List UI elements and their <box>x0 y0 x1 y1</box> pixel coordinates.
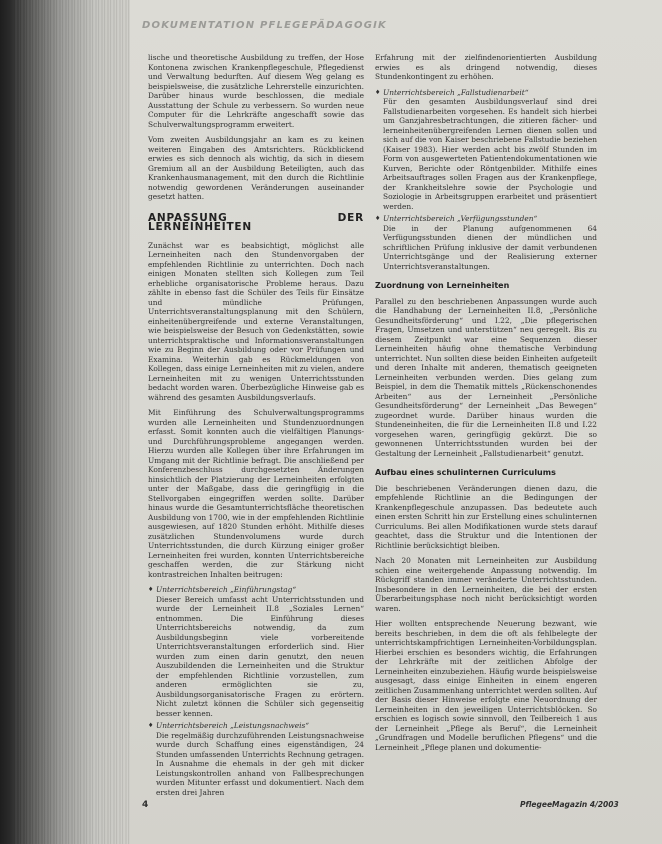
bullet-item <box>375 214 597 271</box>
left-paragraph-3: Zunächst war es beabsichtigt, möglichst alle Lerneinheiten nach den Stundenvorgaben der empfehlenden Richtlinie zu unterrichten. Doch nach einigen Monaten stellten sich Kollegen zum Teil erhebliche organisatorische Probleme heraus. Dazu zählte in ebenso fast die Schüler des Teils für Einsätze und mündliche Prüfungen, Unterrichtsveranstaltungsplanung mit den Schülern, einheitenübergreifende und externe Veranstaltungen, wie beispielsweise der Besuch von Gedenkstätten, sowie unterrichtspraktische und Informationsveranstaltungen wie zu Beginn der Ausbildung oder vor Prüfungen und Examina. Weiterhin gab es Rückmeldungen von Kollegen, dass einige Lerneinheiten mit zu vielen, andere Lerneinheiten mit zu wenigen Unterrichtsstunden bedacht worden waren. Überbezügliche Hinweise gab es während des gesamten Ausbildungsverlaufs. <box>148 240 364 402</box>
page-edges-binding <box>14 0 134 844</box>
bullet-title: ♦ Unterrichtsbereich „Fallstudienarbeit“ <box>383 87 529 97</box>
left-paragraph-1: lische und theoretische Ausbildung zu treffen, der Hose Kontonena zwischen Krankenpflegeschule, Pflegedienst und Verwaltung bedurften. Auf diesem Weg gelang es beispielsweise, die zusätzliche Lehrerstelle einzurichten. Darüber hinaus wurde beschlossen, die mediale Ausstattung der Schule zu verbessern. So wurden neue Computer für die Lehrkräfte angeschafft sowie das Schulverwaltungsprogramm erweitert. <box>148 53 364 129</box>
bullet-title: ♦ Unterrichtsbereich „Leistungsnachweis“ <box>156 721 310 730</box>
left-paragraph-2: Vom zweiten Ausbildungsjahr an kam es zu keinen weiteren Eingaben des Amtsrichters. Rückblickend erwies es sich dennoch als wichtig, da sich in diesem Gremium all an der Ausbildung Beteiligten, auch das Krankenhausmanagement, mit den durch die Richtlinie notwendig gewordenen Veränderungen auseinander gesetzt hatten. <box>148 135 364 201</box>
running-head: DOKUMENTATION PFLEGEPÄDAGOGIK <box>142 20 387 31</box>
bullet-item <box>148 585 364 718</box>
subheading-curriculum: Aufbau eines schulinternen Curriculums <box>375 468 556 477</box>
left-column <box>148 53 364 803</box>
bullet-text: Dieser Bereich umfasst acht Unterrichtsstunden und wurde der Lerneinheit II.8 „Soziales Lernen“ entnommen. Die Einführung dieses Unterrichtsbereichs notwendig, da zum Ausbildungsbeginn viele vorbereitende Unterrichtsveranstaltungen erforderlich sind. Hier wurden zum einen darin genutzt, den neuen Auszubildenden die Lerneinheiten und die Struktur der empfehlenden Richtlinie vorzustellen, zum anderen ermöglichten sie zu, Ausbildungsorganisatorische Fragen zu erörtern. Nicht zuletzt können die Schüler sich gegenseitig besser kennen. <box>156 594 364 718</box>
bullet-text: Die regelmäßig durchzuführenden Leistungsnachweise wurde durch Schaffung eines eigenständigen, 24 Stunden umfassenden Unterrichts Rechnung getragen. In Ausnahme die ehemals in der geh mit dicker Leistungskontrollen anhand von Fallbesprechungen wurden Mitunter erfasst und dokumentiert. Nach dem ersten drei Jahren <box>156 730 364 797</box>
bullet-title: ♦ Unterrichtsbereich „Einführungstag“ <box>156 585 297 594</box>
right-paragraph-3: Die beschriebenen Veränderungen dienen dazu, die empfehlende Richtlinie an die Bedingungen der Krankenpflegeschule anzupassen. Das bedeutete auch einen ersten Schritt hin zur Erstellung eines schulinternen Curriculums. Bei allen Modifikationen wurde stets darauf geachtet, dass die Struktur und die Intentionen der Richtlinie berücksichtigt bleiben. <box>375 483 597 550</box>
right-paragraph-2: Parallel zu den beschriebenen Anpassungen wurde auch die Handhabung der Lerneinheiten II.8, „Persönliche Gesundheitsförderung“ und I.22, „Die pflegerischen Fragen, Umsetzen und unterstützen“ neu geregelt. Bis zu diesem Zeitpunkt war eine Sequenzen dieser Lerneinheiten häufig ohne thematische Verbindung unterrichtet. Nun sollten diese beiden Einheiten aufgeteilt und deren Inhalte mit anderen, thematisch geeigneten Lerneinheiten verbunden werden. Dies gelang zum Beispiel, in dem die Thematik mittels „Rückenschonendes Arbeiten“ aus der Lerneinheit „Persönliche Gesundheitsförderung“ der Lerneinheit „Das Bewegen“ zugeordnet wurde. Darüber hinaus wurden die Stundeneinheiten, die für die Lerneinheiten II.8 und I.22 vorgesehen waren, geringfügig gekürzt. Die so gewonnenen Unterrichtsstunden wurden bei der Gestaltung der Lerneinheit „Fallstudienarbeit“ genutzt. <box>375 296 597 458</box>
section-heading: ANPASSUNG DER LERNEINHEITEN <box>148 211 364 233</box>
subheading-zuordnung: Zuordnung von Lerneinheiten <box>375 281 510 290</box>
bullet-text: Die in der Planung aufgenommenen 64 Verfügungsstunden dienen der mündlichen und schriftlichen Prüfung inklusive der damit verbundenen Unterrichtsgänge und der Realisierung externer Unterrichtsveranstaltungen. <box>383 223 597 271</box>
right-paragraph-5: Hier wollten entsprechende Neuerung bezwant, wie bereits beschrieben, in dem die oft als fehlbelegte der unterrichtskampfrichtigen Lerneinheiten-Vorbildungsplan. Hierbei erschien es besonders wichtig, die Erfahrungen der Lehrkräfte mit der zeitlichen Abfolge der Lerneinheiten einzubeziehen. Häufig wurde beispielsweise ausgesagt, dass einige Einheiten in einem engeren zeitlichen Zusammenhang unterrichtet werden sollten. Auf der Basis dieser Hinweise erfolgte eine Neuordnung der Lerneinheiten in den jeweiligen Unterrichtsblöcken. So erschien es logisch sowie sinnvoll, den Teilbereich 1 aus der Lerneinheit „Pflege als Beruf“, die Lerneinheit „Grundfragen und Modelle beruflichen Pflegens“ und die Lerneinheit „Pflege planen und dokumentie- <box>375 619 597 752</box>
left-paragraph-4: Mit Einführung des Schulverwaltungsprogramms wurden alle Lerneinheiten und Stundenzuordnungen erfasst. Somit konnten auch die vielfältigen Planungs- und Durchführungsprobleme angegangen werden. Hierzu wurden alle Kollegen über ihre Erfahrungen im Umgang mit der Richtlinie befragt. Die anschließend per Konferenzbeschluss durchgesetzten Änderungen hinsichtlich der Platzierung der Lerneinheiten erfolgten unter der Maßgabe, dass die geringfügig in die Stellvorgaben eingegriffen werden sollte. Darüber hinaus wurde die Gesamtunterrichtsfläche theoretischen Ausbildung von 1700, wie in der empfehlenden Richtlinie ausgewiesen, auf 1820 Stunden erhöht. Mithilfe dieses zusätzlichen Stundenvolumens wurde durch Unterrichtsstunden, die durch Kürzung einiger großer Lerneinheiten frei wurden, konnten Unterrichtsbereiche geschaffen werden, die zur Stärkung nicht kontrastreichen Inhalten beitrugen: <box>148 408 364 579</box>
page-number: 4 <box>142 800 149 810</box>
bullet-item <box>375 88 597 212</box>
bullet-text: Für den gesamten Ausbildungsverlauf sind drei Fallstudienarbeiten vorgesehen. Es handelt sich hierbei um Ganzjahresbetrachtungen, die zitieren fächer- und lerneinheitenübergreifenden Lernen dienen sollen und sich auf die von Kaiser beschriebene Fallstudie beziehen (Kaiser 1983). Hier werden acht bis zwölf Stunden im Form von ausgewerteten Patientendokumentationen wie Kurven, Berichte oder Röntgenbilder. Mithilfe eines Arbeitsauftrages sollen Fragen aus der Krankenpflege, der Krankheitslehre sowie der Psychologie und Soziologie in Arbeitsgruppen erarbeitet und präsentiert werden. <box>383 97 597 211</box>
right-column <box>375 53 597 758</box>
right-paragraph-1: Erfahrung mit der zielfindenorientierten Ausbildung erwies es als dringend notwendig, dieses Stundenkontingent zu erhöhen. <box>375 53 597 81</box>
left-bullet-list <box>148 585 364 797</box>
journal-footer: PflegeeMagazin 4/2003 <box>520 800 619 809</box>
right-paragraph-4: Nach 20 Monaten mit Lerneinheiten zur Ausbildung schien eine weitergehende Anpassung notwendig. Im Rückgriff standen immer veränderte Unterrichtsstunden. Insbesondere in den Lerneinheiten, die bei der ersten Überarbeitungsphase noch nicht berücksichtigt worden waren. <box>375 556 597 613</box>
right-bullet-list <box>375 88 597 272</box>
bullet-item <box>148 721 364 797</box>
bullet-title: ♦ Unterrichtsbereich „Verfügungsstunden“ <box>383 214 538 223</box>
